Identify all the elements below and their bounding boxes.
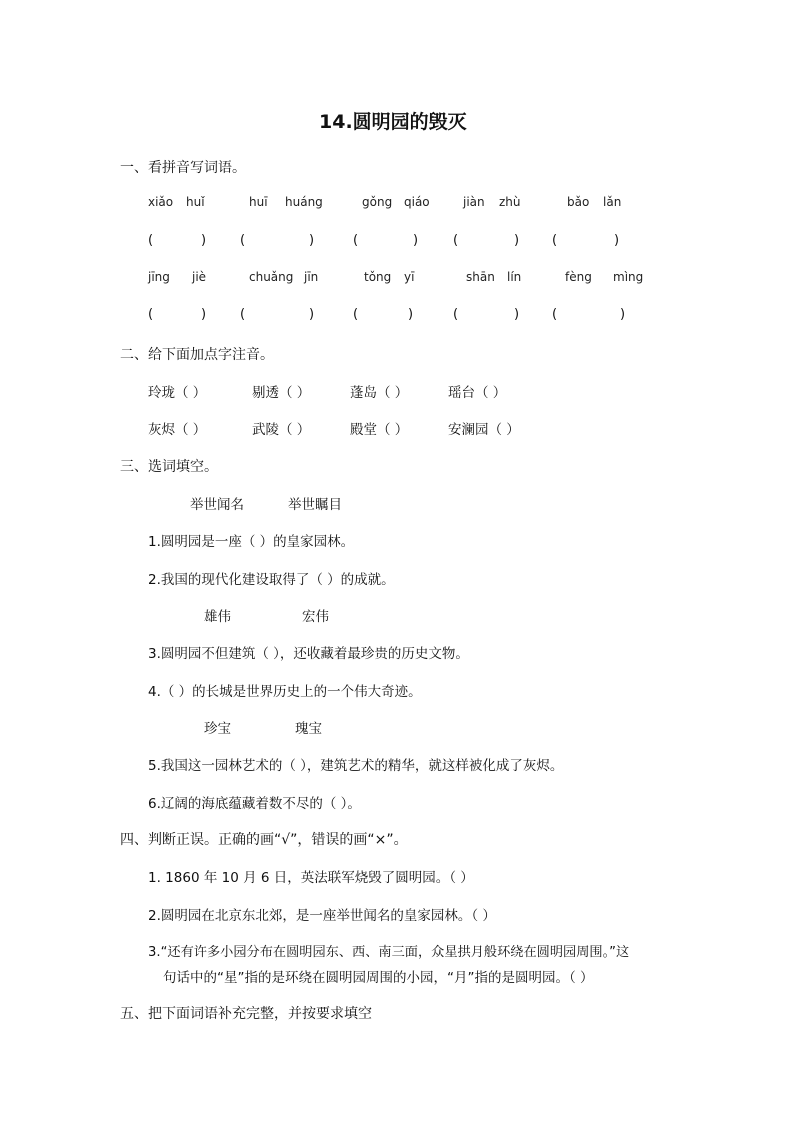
- pinyin: jīn: [304, 270, 319, 284]
- page-title: 14.圆明园的毁灭: [319, 111, 467, 133]
- pinyin: tǒng: [364, 270, 392, 284]
- pinyin: zhù: [499, 195, 521, 209]
- judge-question: 1. 1860 年 10 月 6 日，英法联军烧毁了圆明园。（ ）: [148, 870, 474, 886]
- fill-question: 4.（ ）的长城是世界历史上的一个伟大奇迹。: [148, 684, 422, 700]
- phonetic-item: 瑶台（ ）: [448, 385, 507, 401]
- phonetic-item: 武陵（ ）: [252, 422, 311, 438]
- section2-heading: 二、给下面加点字注音。: [120, 347, 274, 363]
- section1-heading: 一、看拼音写词语。: [120, 160, 246, 176]
- fill-question: 1.圆明园是一座（ ）的皇家园林。: [148, 534, 355, 550]
- judge-question-continued: 句话中的“星”指的是环绕在圆明园周围的小园，“月”指的是圆明园。（ ）: [163, 970, 594, 986]
- pinyin: shān: [466, 270, 495, 284]
- word-choice: 举世瞩目: [288, 497, 342, 513]
- phonetic-item: 蓬岛（ ）: [350, 385, 409, 401]
- answer-bracket-open: (: [453, 307, 459, 322]
- answer-bracket-open: (: [552, 233, 558, 248]
- word-choice: 雄伟: [204, 609, 231, 625]
- word-choice: 举世闻名: [190, 497, 244, 513]
- answer-bracket-open: (: [353, 233, 359, 248]
- pinyin: mìng: [613, 270, 644, 284]
- phonetic-item: 灰烬（ ）: [148, 422, 207, 438]
- judge-question: 3.“还有许多小园分布在圆明园东、西、南三面，众星拱月般环绕在圆明园周围。”这: [148, 945, 630, 960]
- answer-bracket-close: ): [201, 233, 207, 248]
- pinyin: fèng: [565, 270, 592, 284]
- answer-bracket-open: (: [453, 233, 459, 248]
- pinyin: huǐ: [186, 195, 205, 209]
- answer-bracket-close: ): [413, 233, 419, 248]
- pinyin: lín: [507, 270, 522, 284]
- answer-bracket-close: ): [201, 307, 207, 322]
- pinyin: gǒng: [362, 195, 393, 209]
- section5-heading: 五、把下面词语补充完整，并按要求填空: [120, 1006, 372, 1022]
- fill-question: 2.我国的现代化建设取得了（ ）的成就。: [148, 572, 395, 588]
- answer-bracket-open: (: [148, 307, 154, 322]
- answer-bracket-open: (: [148, 233, 154, 248]
- answer-bracket-open: (: [240, 233, 246, 248]
- pinyin: bǎo: [567, 195, 590, 209]
- fill-question: 5.我国这一园林艺术的（ ），建筑艺术的精华，就这样被化成了灰烬。: [148, 758, 564, 774]
- answer-bracket-close: ): [514, 307, 520, 322]
- answer-bracket-close: ): [514, 233, 520, 248]
- answer-bracket-open: (: [353, 307, 359, 322]
- phonetic-item: 殿堂（ ）: [350, 422, 409, 438]
- answer-bracket-open: (: [240, 307, 246, 322]
- phonetic-item: 安澜园（ ）: [448, 422, 520, 438]
- word-choice: 瑰宝: [295, 721, 322, 737]
- phonetic-item: 玲珑（ ）: [148, 385, 207, 401]
- answer-bracket-close: ): [309, 233, 315, 248]
- phonetic-item: 剔透（ ）: [252, 385, 311, 401]
- answer-bracket-close: ): [408, 307, 414, 322]
- section3-heading: 三、选词填空。: [120, 459, 218, 475]
- pinyin: yī: [404, 270, 415, 284]
- fill-question: 3.圆明园不但建筑（ ），还收藏着最珍贵的历史文物。: [148, 646, 469, 662]
- pinyin: huáng: [285, 195, 323, 209]
- answer-bracket-close: ): [620, 307, 626, 322]
- answer-bracket-close: ): [309, 307, 315, 322]
- pinyin: qiáo: [404, 195, 430, 209]
- pinyin: xiǎo: [148, 195, 174, 209]
- pinyin: jiè: [192, 270, 207, 284]
- section4-heading: 四、判断正误。正确的画“√”，错误的画“×”。: [120, 832, 408, 848]
- fill-question: 6.辽阔的海底蕴藏着数不尽的（ ）。: [148, 796, 361, 812]
- answer-bracket-close: ): [614, 233, 620, 248]
- pinyin: lǎn: [603, 195, 622, 209]
- word-choice: 宏伟: [302, 609, 329, 625]
- pinyin: chuǎng: [249, 270, 294, 284]
- pinyin: jiàn: [463, 195, 485, 209]
- pinyin: huī: [249, 195, 268, 209]
- answer-bracket-open: (: [552, 307, 558, 322]
- word-choice: 珍宝: [204, 721, 231, 737]
- pinyin: jīng: [148, 270, 170, 284]
- judge-question: 2.圆明园在北京东北郊，是一座举世闻名的皇家园林。（ ）: [148, 908, 496, 924]
